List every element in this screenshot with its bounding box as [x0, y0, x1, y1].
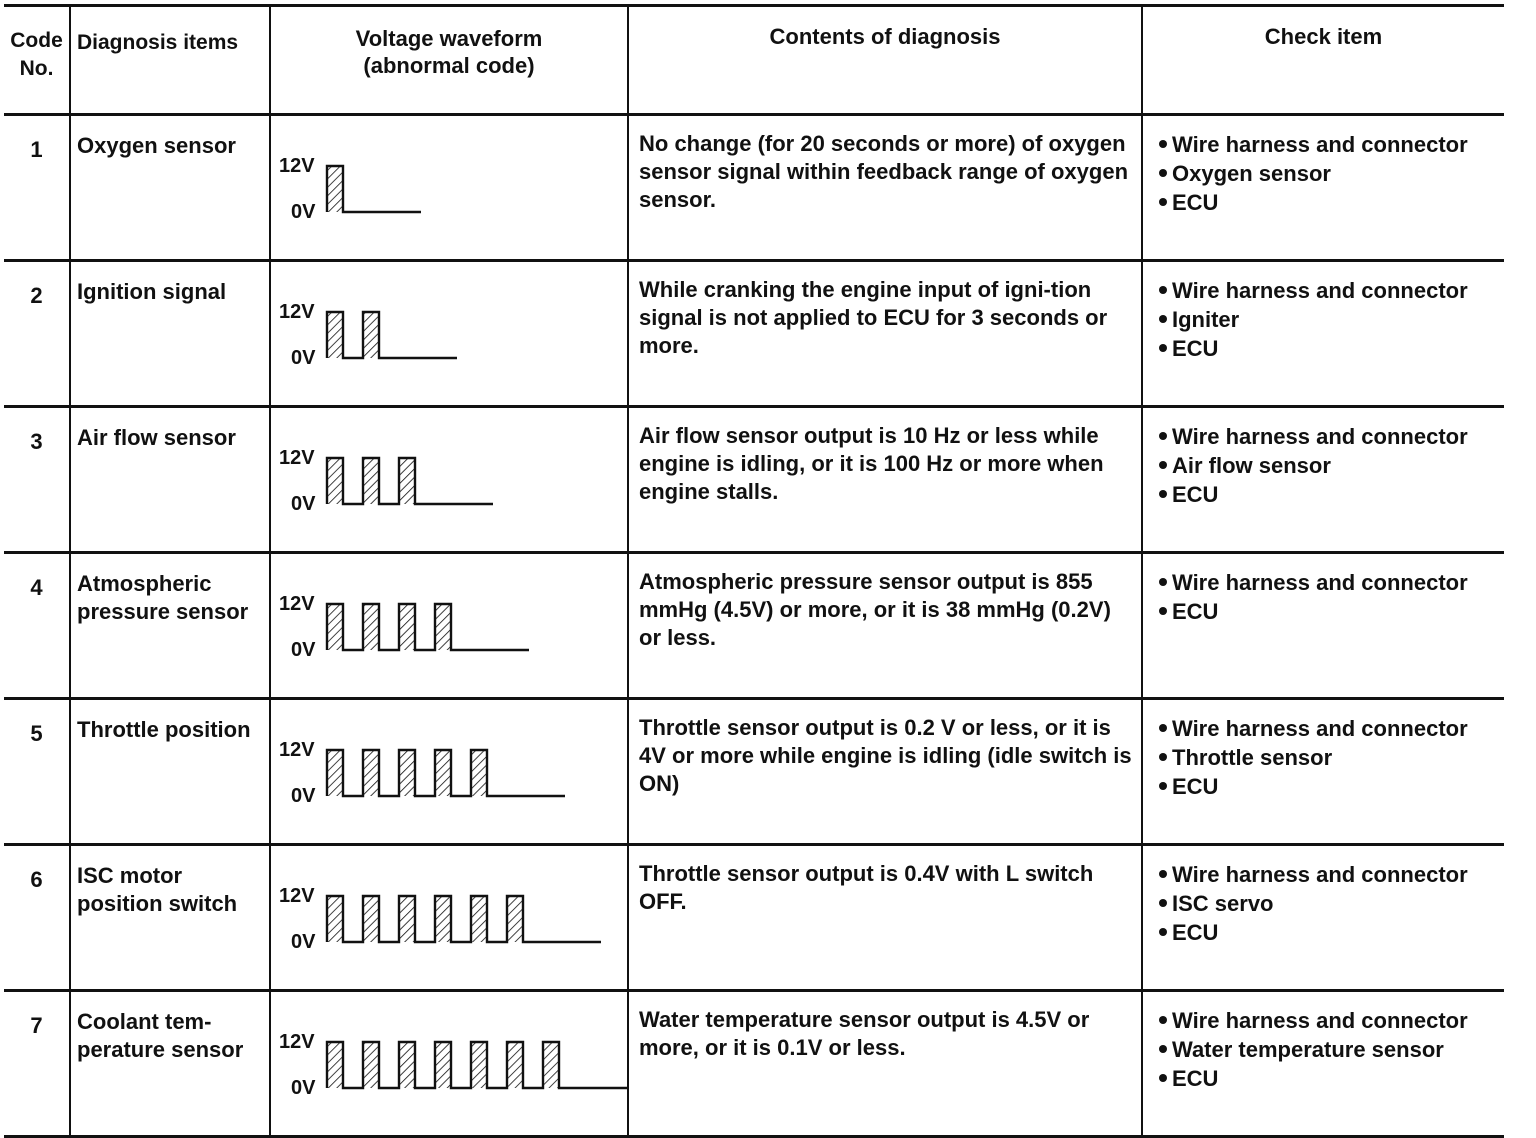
- check-item: [1159, 130, 1500, 159]
- table-row: [4, 261, 1504, 407]
- voltage-label-high: 12V: [279, 593, 315, 615]
- table-row: [4, 407, 1504, 553]
- check-item-list: [1159, 130, 1500, 217]
- diagnosis-contents: Atmospheric pressure sensor output is 855 mmHg (4.5V) or more, or it is 38 mmHg (0.2V) or less.: [628, 553, 1142, 699]
- voltage-label-high: 12V: [279, 885, 315, 907]
- bullet-icon: [1159, 928, 1167, 936]
- voltage-waveform-cell: [270, 991, 628, 1137]
- waveform-pulse: [471, 896, 487, 942]
- waveform-pulse: [435, 1042, 451, 1088]
- diagnosis-contents: While cranking the engine input of igni-tion signal is not applied to ECU for 3 seconds or more.: [628, 261, 1142, 407]
- waveform-pulse: [471, 1042, 487, 1088]
- check-item-text: Oxygen sensor: [1172, 161, 1331, 186]
- diagnosis-code-table: [4, 4, 1504, 1138]
- check-items-cell: [1142, 699, 1504, 845]
- table-row: [4, 115, 1504, 261]
- header-contents-of-diagnosis: Contents of diagnosis: [628, 6, 1142, 115]
- voltage-label-low: 0V: [291, 931, 316, 953]
- voltage-waveform-diagram: [271, 116, 627, 262]
- header-voltage-waveform-title: Voltage waveform: [355, 26, 543, 51]
- voltage-label-high: 12V: [279, 739, 315, 761]
- waveform-pulse: [399, 750, 415, 796]
- diagnosis-contents: Throttle sensor output is 0.4V with L switch OFF.: [628, 845, 1142, 991]
- waveform-trace: [327, 312, 457, 358]
- bullet-icon: [1159, 782, 1167, 790]
- waveform-trace: [327, 604, 529, 650]
- voltage-waveform-cell: [270, 699, 628, 845]
- waveform-pulse: [327, 312, 343, 358]
- check-item: [1159, 597, 1500, 626]
- bullet-icon: [1159, 286, 1167, 294]
- waveform-pulse: [507, 896, 523, 942]
- voltage-label-low: 0V: [291, 201, 316, 223]
- check-items-cell: [1142, 991, 1504, 1137]
- check-item-text: ECU: [1172, 1066, 1219, 1091]
- waveform-pulse: [399, 1042, 415, 1088]
- check-items-cell: [1142, 115, 1504, 261]
- check-item: [1159, 188, 1500, 217]
- check-item-text: ISC servo: [1172, 891, 1274, 916]
- voltage-label-low: 0V: [291, 639, 316, 661]
- header-code-no: Code No.: [4, 6, 70, 115]
- voltage-label-low: 0V: [291, 785, 316, 807]
- check-item-list: [1159, 422, 1500, 509]
- check-item-text: ECU: [1172, 599, 1219, 624]
- check-item-list: [1159, 860, 1500, 947]
- code-number: 7: [4, 991, 70, 1137]
- check-item-text: Air flow sensor: [1172, 453, 1331, 478]
- check-item: [1159, 1035, 1500, 1064]
- voltage-waveform-diagram: [271, 846, 627, 992]
- waveform-pulse: [327, 604, 343, 650]
- voltage-waveform-cell: [270, 553, 628, 699]
- check-item: [1159, 1064, 1500, 1093]
- waveform-pulse: [435, 896, 451, 942]
- check-item-text: Igniter: [1172, 307, 1240, 332]
- diagnosis-item: Oxygen sensor: [70, 115, 270, 261]
- voltage-waveform-diagram: [271, 700, 627, 846]
- voltage-label-low: 0V: [291, 493, 316, 515]
- bullet-icon: [1159, 140, 1167, 148]
- waveform-pulse: [435, 750, 451, 796]
- check-item-list: [1159, 276, 1500, 363]
- check-item: [1159, 276, 1500, 305]
- code-number: 2: [4, 261, 70, 407]
- bullet-icon: [1159, 461, 1167, 469]
- bullet-icon: [1159, 315, 1167, 323]
- diagnosis-contents: Water temperature sensor output is 4.5V or more, or it is 0.1V or less.: [628, 991, 1142, 1137]
- voltage-label-high: 12V: [279, 447, 315, 469]
- check-items-cell: [1142, 407, 1504, 553]
- check-item-text: Wire harness and connector: [1172, 132, 1468, 157]
- code-number: 3: [4, 407, 70, 553]
- code-number: 1: [4, 115, 70, 261]
- check-item-text: Wire harness and connector: [1172, 716, 1468, 741]
- waveform-pulse: [327, 750, 343, 796]
- waveform-pulse: [435, 604, 451, 650]
- check-item-text: Wire harness and connector: [1172, 570, 1468, 595]
- check-item-text: ECU: [1172, 920, 1219, 945]
- check-item: [1159, 159, 1500, 188]
- waveform-pulse: [399, 604, 415, 650]
- bullet-icon: [1159, 899, 1167, 907]
- diagnosis-item: Coolant tem-perature sensor: [70, 991, 270, 1137]
- diagnosis-item: Throttle position: [70, 699, 270, 845]
- header-diagnosis-items: Diagnosis items: [70, 6, 270, 115]
- waveform-pulse: [399, 458, 415, 504]
- check-item-text: Wire harness and connector: [1172, 424, 1468, 449]
- diagnosis-item: Ignition signal: [70, 261, 270, 407]
- waveform-pulse: [327, 458, 343, 504]
- voltage-waveform-diagram: [271, 408, 627, 554]
- voltage-label-low: 0V: [291, 347, 316, 369]
- voltage-waveform-cell: [270, 407, 628, 553]
- waveform-pulse: [363, 312, 379, 358]
- check-item: [1159, 568, 1500, 597]
- waveform-pulse: [363, 458, 379, 504]
- bullet-icon: [1159, 344, 1167, 352]
- bullet-icon: [1159, 198, 1167, 206]
- bullet-icon: [1159, 1016, 1167, 1024]
- bullet-icon: [1159, 1074, 1167, 1082]
- check-item-text: Water temperature sensor: [1172, 1037, 1444, 1062]
- code-number: 5: [4, 699, 70, 845]
- check-items-cell: [1142, 845, 1504, 991]
- waveform-pulse: [543, 1042, 559, 1088]
- waveform-pulse: [363, 896, 379, 942]
- check-item: [1159, 918, 1500, 947]
- bullet-icon: [1159, 607, 1167, 615]
- check-item-text: Wire harness and connector: [1172, 278, 1468, 303]
- check-item-list: [1159, 1006, 1500, 1093]
- check-item-list: [1159, 568, 1500, 626]
- voltage-waveform-cell: [270, 845, 628, 991]
- code-number: 4: [4, 553, 70, 699]
- diagnosis-contents: Air flow sensor output is 10 Hz or less while engine is idling, or it is 100 Hz or more when engine stalls.: [628, 407, 1142, 553]
- bullet-icon: [1159, 753, 1167, 761]
- diagnosis-item: Air flow sensor: [70, 407, 270, 553]
- waveform-pulse: [327, 166, 343, 212]
- check-item: [1159, 714, 1500, 743]
- check-items-cell: [1142, 261, 1504, 407]
- check-item-text: ECU: [1172, 336, 1219, 361]
- voltage-waveform-cell: [270, 115, 628, 261]
- bullet-icon: [1159, 169, 1167, 177]
- voltage-waveform-diagram: [271, 554, 627, 700]
- table-header-row: [4, 6, 1504, 115]
- bullet-icon: [1159, 724, 1167, 732]
- voltage-waveform-cell: [270, 261, 628, 407]
- check-item: [1159, 480, 1500, 509]
- waveform-pulse: [327, 1042, 343, 1088]
- voltage-label-high: 12V: [279, 155, 315, 177]
- check-item-text: Wire harness and connector: [1172, 862, 1468, 887]
- check-item: [1159, 860, 1500, 889]
- check-item-text: ECU: [1172, 774, 1219, 799]
- diagnosis-contents: Throttle sensor output is 0.2 V or less, or it is 4V or more while engine is idling (idle switch is ON): [628, 699, 1142, 845]
- check-item-list: [1159, 714, 1500, 801]
- voltage-label-high: 12V: [279, 1031, 315, 1053]
- check-item-text: Wire harness and connector: [1172, 1008, 1468, 1033]
- voltage-label-high: 12V: [279, 301, 315, 323]
- bullet-icon: [1159, 432, 1167, 440]
- check-item-text: Throttle sensor: [1172, 745, 1333, 770]
- bullet-icon: [1159, 1045, 1167, 1053]
- table-row: [4, 845, 1504, 991]
- header-voltage-waveform-subtitle: (abnormal code): [363, 53, 535, 78]
- waveform-pulse: [363, 1042, 379, 1088]
- diagnosis-contents: No change (for 20 seconds or more) of oxygen sensor signal within feedback range of oxygen sensor.: [628, 115, 1142, 261]
- check-item: [1159, 451, 1500, 480]
- check-item: [1159, 422, 1500, 451]
- check-item: [1159, 772, 1500, 801]
- header-voltage-waveform: [270, 6, 628, 115]
- table-row: [4, 699, 1504, 845]
- waveform-pulse: [363, 604, 379, 650]
- check-items-cell: [1142, 553, 1504, 699]
- check-item: [1159, 1006, 1500, 1035]
- voltage-waveform-diagram: [271, 992, 627, 1138]
- table-row: [4, 553, 1504, 699]
- voltage-waveform-diagram: [271, 262, 627, 408]
- bullet-icon: [1159, 490, 1167, 498]
- waveform-pulse: [363, 750, 379, 796]
- table-body: [4, 115, 1504, 1137]
- check-item: [1159, 305, 1500, 334]
- waveform-pulse: [399, 896, 415, 942]
- waveform-pulse: [471, 750, 487, 796]
- check-item-text: ECU: [1172, 190, 1219, 215]
- check-item-text: ECU: [1172, 482, 1219, 507]
- check-item: [1159, 743, 1500, 772]
- diagnosis-item: ISC motor position switch: [70, 845, 270, 991]
- bullet-icon: [1159, 578, 1167, 586]
- waveform-pulse: [327, 896, 343, 942]
- voltage-label-low: 0V: [291, 1077, 316, 1099]
- bullet-icon: [1159, 870, 1167, 878]
- check-item: [1159, 334, 1500, 363]
- check-item: [1159, 889, 1500, 918]
- waveform-pulse: [507, 1042, 523, 1088]
- table-row: [4, 991, 1504, 1137]
- header-check-item: Check item: [1142, 6, 1504, 115]
- code-number: 6: [4, 845, 70, 991]
- diagnosis-item: Atmospheric pressure sensor: [70, 553, 270, 699]
